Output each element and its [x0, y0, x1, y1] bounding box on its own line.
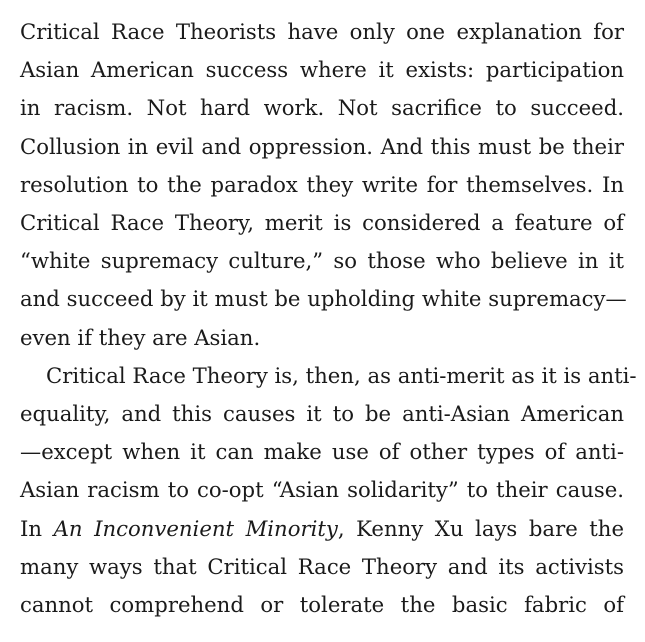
text-line: Critical Race Theory is, then, as anti-merit as it is anti- — [46, 362, 637, 388]
text-line: in racism. Not hard work. Not sacrifice to succeed. — [20, 95, 624, 121]
book-title: An Inconvenient Minority — [53, 515, 338, 541]
text-line: resolution to the paradox they write for themselves. In — [20, 171, 624, 197]
text-line: cannot comprehend or tolerate the basic fabric of — [20, 592, 624, 618]
paragraph-1 — [20, 13, 627, 357]
paragraph-2 — [20, 357, 637, 624]
text-line: even if they are Asian. — [20, 324, 261, 350]
text-line: many ways that Critical Race Theory and its activists — [20, 553, 624, 579]
text-fragment: In — [20, 515, 54, 541]
text-line: Critical Race Theory, merit is considered a feature of — [20, 210, 624, 236]
text-line-with-title — [20, 510, 624, 548]
text-line: Asian racism to co-opt “Asian solidarity” to their cause. — [20, 477, 624, 503]
text-line: Asian American success where it exists: participation — [20, 57, 624, 83]
text-line: Collusion in evil and oppression. And this must be their — [20, 133, 624, 159]
text-line: Critical Race Theorists have only one explanation for — [20, 19, 624, 44]
text-line: —except when it can make use of other types of anti- — [20, 439, 624, 465]
text-line: and succeed by it must be upholding white supremacy— — [20, 286, 627, 312]
text-fragment: , Kenny Xu lays bare the — [337, 515, 624, 541]
text-line: equality, and this causes it to be anti-Asian American — [20, 401, 624, 427]
text-line: “white supremacy culture,” so those who believe in it — [20, 248, 624, 274]
